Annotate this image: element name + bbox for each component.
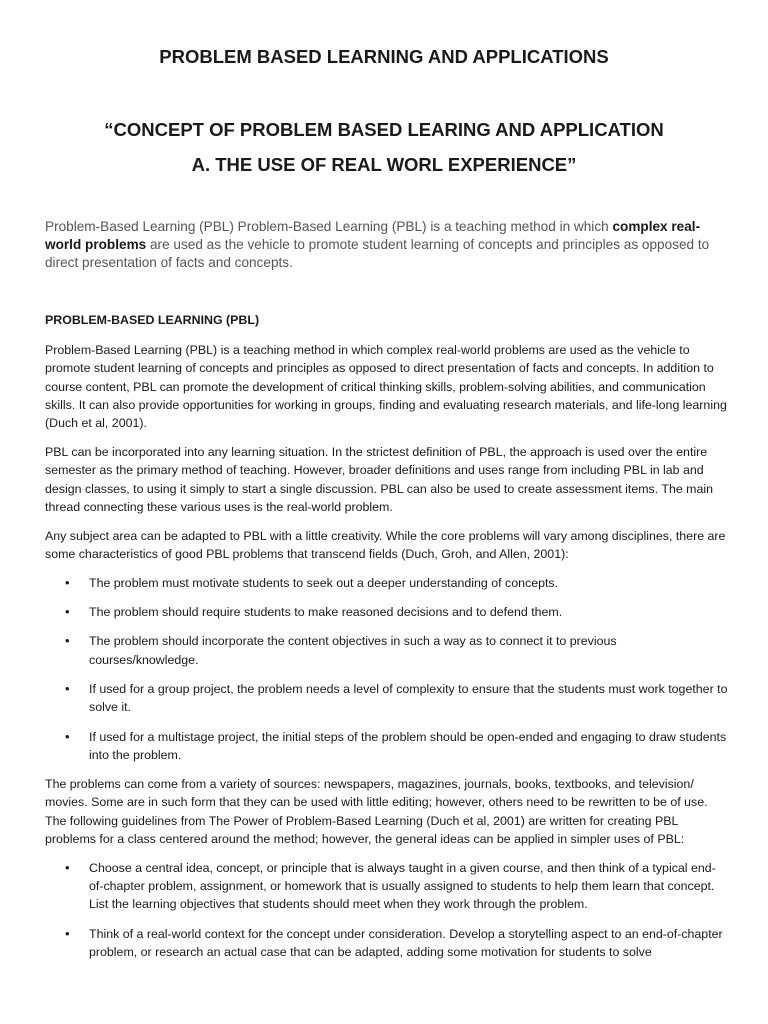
body-paragraph: The problems can come from a variety of sources: newspapers, magazines, journals, books, textbooks, and television/ movies. Some are in such form that they can be used with little editing; however, others need to be rewritten to be of use. The following guidelines from The Power of Problem-Based Learning (Duch et al, 2001) are written for creating PBL problems for a class centered around the method; however, the general ideas can be applied in simpler uses of PBL: bbox=[45, 777, 708, 847]
intro-bold-phrase: complex real-world problems bbox=[45, 219, 701, 252]
body-paragraph: PBL can be incorporated into any learning situation. In the strictest definition of PBL, the approach is used over the entire semester as the primary method of teaching. However, broader definitions and uses range from including PBL in lab and design classes, to using it simply to start a single discussion. PBL can also be used to create assessment items. The main thread connecting these various uses is the real-world problem. bbox=[45, 444, 714, 514]
guidelines-list bbox=[45, 859, 729, 961]
section-heading: PROBLEM-BASED LEARNING (PBL) bbox=[45, 313, 260, 327]
intro-text-end: are used as the vehicle to promote student learning of concepts and principles as opposed to direct presentation of facts and concepts. bbox=[45, 237, 710, 270]
document-title: PROBLEM BASED LEARNING AND APPLICATIONS bbox=[159, 46, 609, 67]
intro-paragraph bbox=[45, 218, 725, 272]
document-body bbox=[45, 311, 729, 972]
list-item: • If used for a multistage project, the initial steps of the problem should be open-ended and engaging to draw students into the problem. bbox=[45, 728, 729, 765]
intro-text-start: Problem-Based Learning (PBL) Problem-Based Learning (PBL) is a teaching method in which bbox=[45, 219, 613, 234]
list-item: • The problem should incorporate the content objectives in such a way as to connect it to previous courses/knowledge. bbox=[45, 632, 729, 669]
document-subtitle-line-2: A. THE USE OF REAL WORL EXPERIENCE” bbox=[191, 154, 577, 175]
list-item: • Think of a real-world context for the concept under consideration. Develop a storytelling aspect to an end-of-chapter problem, or research an actual case that can be adapted, adding some motivation for students to solve bbox=[45, 925, 729, 962]
list-item: • The problem must motivate students to seek out a deeper understanding of concepts. bbox=[45, 574, 729, 592]
body-paragraph: Problem-Based Learning (PBL) is a teaching method in which complex real-world problems are used as the vehicle to promote student learning of concepts and principles as opposed to direct presentation of facts and concepts. In addition to course content, PBL can promote the development of critical thinking skills, problem-solving abilities, and communication skills. It can also provide opportunities for working in groups, finding and evaluating research materials, and life-long learning (Duch et al, 2001). bbox=[45, 343, 727, 431]
document-subtitle-line-1: “CONCEPT OF PROBLEM BASED LEARING AND APPLICATION bbox=[104, 119, 664, 140]
body-paragraph: Any subject area can be adapted to PBL with a little creativity. While the core problems will vary among disciplines, there are some characteristics of good PBL problems that transcend fields (Duch, Groh, and Allen, 2001): bbox=[45, 528, 726, 561]
list-item: • Choose a central idea, concept, or principle that is always taught in a given course, and then think of a typical end-of-chapter problem, assignment, or homework that is usually assigned to students to help them learn that concept. List the learning objectives that students should meet when they work through the problem. bbox=[45, 859, 729, 914]
list-item: • If used for a group project, the problem needs a level of complexity to ensure that the students must work together to solve it. bbox=[45, 680, 729, 717]
list-item: • The problem should require students to make reasoned decisions and to defend them. bbox=[45, 603, 729, 621]
characteristics-list bbox=[45, 574, 729, 764]
